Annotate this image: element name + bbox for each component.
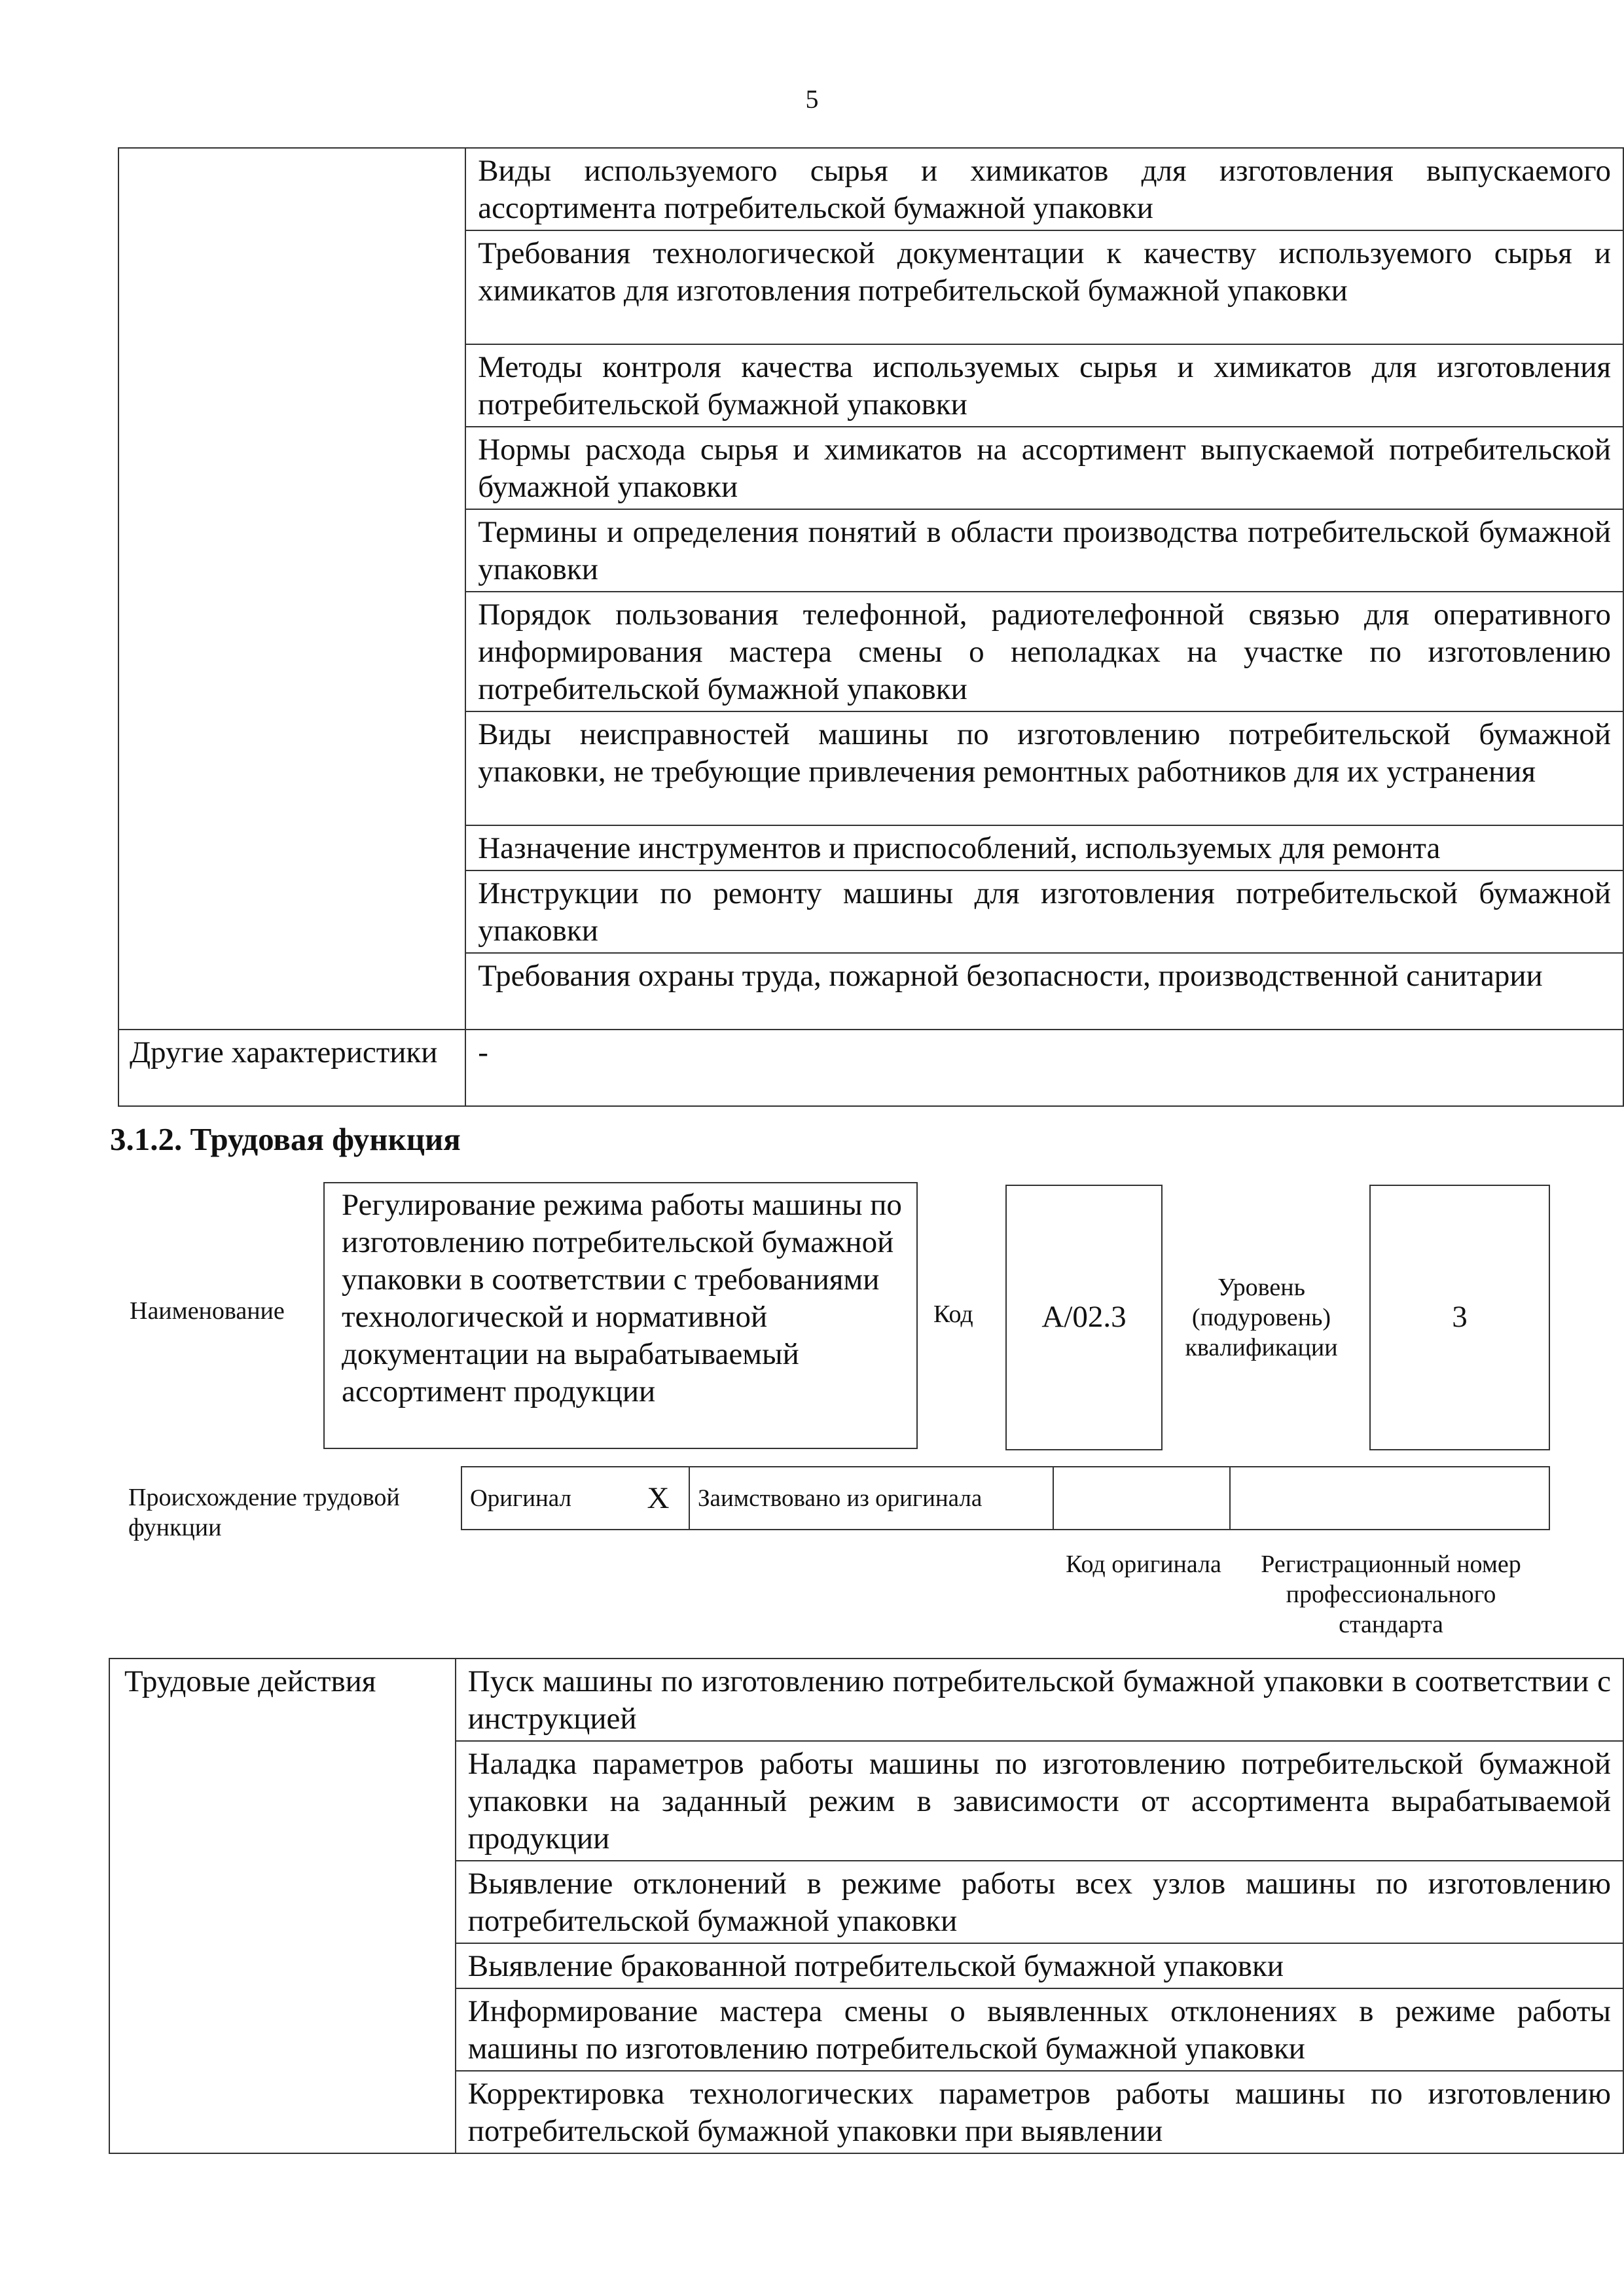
table-row (118, 148, 1623, 230)
table-cell: Корректировка технологических параметров работы машины по изготовлению потребительской бумажной упаковки при выявлении (456, 2071, 1623, 2153)
level-value: 3 (1452, 1300, 1468, 1334)
level-box (1369, 1185, 1550, 1450)
table-cell: Информирование мастера смены о выявленных отклонениях в режиме работы машины по изготовлению потребительской бумажной упаковки (456, 1988, 1623, 2071)
borrowed-label: Заимствовано из оригинала (689, 1467, 1053, 1530)
table-cell: Методы контроля качества используемых сырья и химикатов для изготовления потребительской бумажной упаковки (465, 344, 1623, 427)
original-label: Оригинал (461, 1467, 628, 1530)
original-mark: X (628, 1467, 689, 1530)
table-row (109, 1659, 1623, 1741)
function-name-box (323, 1182, 918, 1449)
table-cell: Назначение инструментов и приспособлений, используемых для ремонта (465, 825, 1623, 870)
other-characteristics-value: - (465, 1030, 1623, 1106)
original-code-caption: Код оригинала (1066, 1551, 1221, 1578)
table-row (461, 1467, 1549, 1530)
knowledge-table (118, 147, 1624, 1107)
table-cell: Инструкции по ремонту машины для изготовления потребительской бумажной упаковки (465, 870, 1623, 953)
table-cell: Требования технологической документации к качеству используемого сырья и химикатов для изготовления потребительской бумажной упаковки (465, 230, 1623, 344)
table-cell: Наладка параметров работы машины по изготовлению потребительской бумажной упаковки на заданный режим в зависимости от ассортимента вырабатываемой продукции (456, 1741, 1623, 1861)
other-characteristics-label: Другие характеристики (118, 1030, 465, 1106)
labor-actions-label: Трудовые действия (109, 1659, 456, 2153)
table-cell: Выявление отклонений в режиме работы всех узлов машины по изготовлению потребительской бумажной упаковки (456, 1861, 1623, 1943)
registration-number-caption: Регистрационный номер профессионального стандарта (1261, 1551, 1521, 1638)
table-cell: Виды неисправностей машины по изготовлению потребительской бумажной упаковки, не требующие привлечения ремонтных работников для их устранения (465, 711, 1623, 825)
origin-label: Происхождение трудовой функции (128, 1484, 400, 1541)
table-cell: Требования охраны труда, пожарной безопасности, производственной санитарии (465, 953, 1623, 1030)
table-cell: Нормы расхода сырья и химикатов на ассортимент выпускаемой потребительской бумажной упаковки (465, 427, 1623, 509)
code-label: Код (933, 1300, 973, 1328)
name-label: Наименование (130, 1297, 285, 1325)
table-cell: Выявление бракованной потребительской бумажной упаковки (456, 1943, 1623, 1988)
labor-actions-table (109, 1658, 1624, 2154)
qualification-level-label: Уровень (подуровень) квалификации (1185, 1274, 1338, 1361)
section-title: 3.1.2. Трудовая функция (110, 1121, 461, 1157)
original-code-cell (1053, 1467, 1230, 1530)
table-cell: Пуск машины по изготовлению потребительской бумажной упаковки в соответствии с инструкцией (456, 1659, 1623, 1741)
table-cell: Виды используемого сырья и химикатов для изготовления выпускаемого ассортимента потребительской бумажной упаковки (465, 148, 1623, 230)
registration-number-cell (1230, 1467, 1549, 1530)
table-row (118, 1030, 1623, 1106)
code-box (1005, 1185, 1163, 1450)
origin-table (461, 1466, 1550, 1530)
code-value: A/02.3 (1041, 1300, 1127, 1334)
page-number: 5 (805, 84, 819, 114)
table-cell: Порядок пользования телефонной, радиотелефонной связью для оперативного информирования мастера смены о неполадках на участке по изготовлению потребительской бумажной упаковки (465, 592, 1623, 711)
empty-label-cell (118, 148, 465, 1030)
table-cell: Термины и определения понятий в области производства потребительской бумажной упаковки (465, 509, 1623, 592)
function-name-value: Регулирование режима работы машины по изготовлению потребительской бумажной упаковки в соответствии с требованиями технологической и нормативной документации на вырабатываемый ассортимент продукции (342, 1188, 902, 1408)
